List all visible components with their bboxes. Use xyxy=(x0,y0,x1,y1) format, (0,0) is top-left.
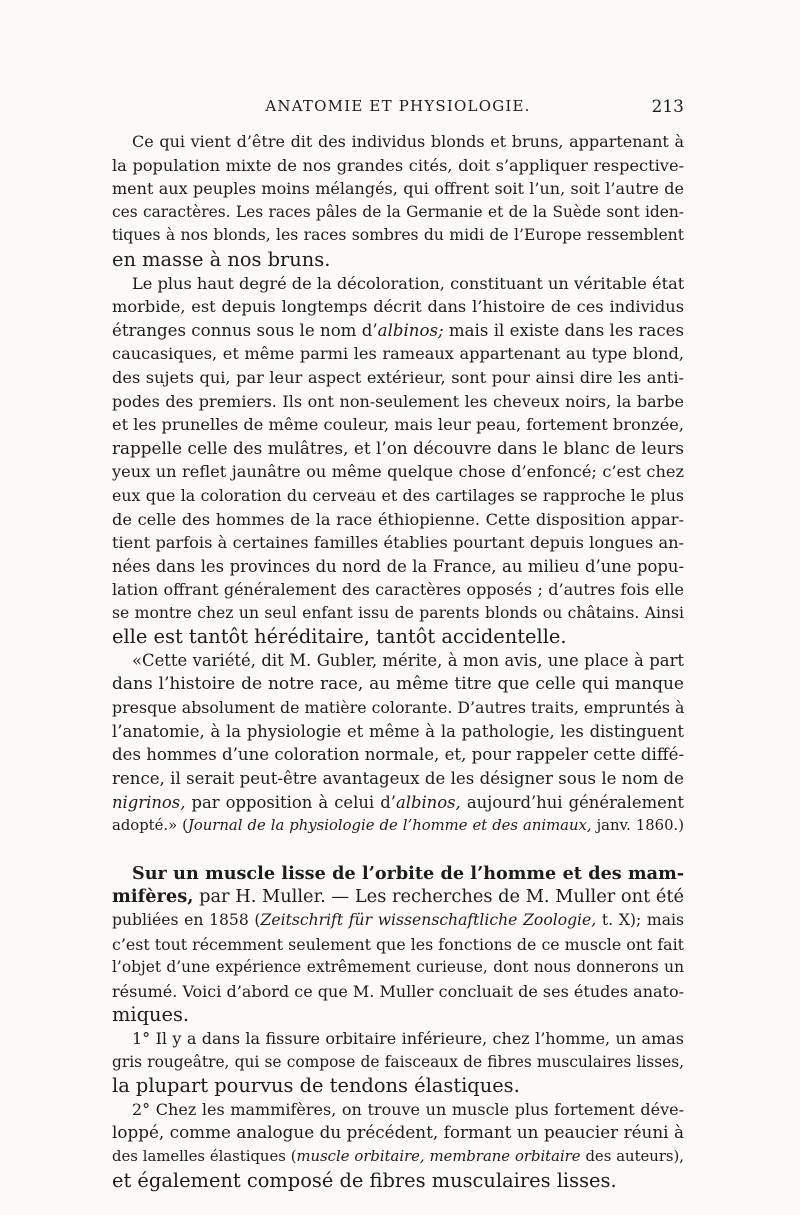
page-body xyxy=(112,130,684,1192)
text-line: «Cette variété, dit M. Gubler, mérite, à mon avis, une place à part xyxy=(132,651,684,671)
text-line: des hommes d’une coloration normale, et, pour rappeler cette diffé- xyxy=(112,745,685,765)
text-segment: étranges connus sous le nom d’ xyxy=(112,320,378,340)
text-line xyxy=(112,1145,684,1169)
text-line: résumé. Voici d’abord ce que M. Muller concluait de ses études anato- xyxy=(112,981,684,1001)
page-header xyxy=(112,97,684,123)
italic-term: nigrinos, xyxy=(112,792,186,812)
running-title: ANATOMIE ET PHYSIOLOGIE. xyxy=(265,97,531,115)
italic-citation: Journal de la physiologie de l’homme et des animaux, xyxy=(187,817,592,835)
text-line: en masse à nos bruns. xyxy=(112,247,331,271)
text-line: ces caractères. Les races pâles de la Germanie et de la Suède sont iden- xyxy=(112,202,684,221)
text-line: rence, il serait peut-être avantageux de les désigner sous le nom de xyxy=(112,769,684,789)
text-line: yeux un reflet jaunâtre ou même quelque chose d’enfoncé; c’est chez xyxy=(112,462,684,482)
text-line: l’objet d’une expérience extrêmement curieuse, dont nous donnerons un xyxy=(112,958,684,977)
text-line: Le plus haut degré de la décoloration, constituant un véritable état xyxy=(132,273,685,293)
text-segment: des auteurs), xyxy=(580,1147,684,1165)
section-gap xyxy=(112,838,684,862)
italic-term: muscle orbitaire, membrane orbitaire xyxy=(296,1147,581,1165)
text-line: c’est tout récemment seulement que les fonctions de ce muscle ont fait xyxy=(112,934,684,954)
text-segment: adopté.» ( xyxy=(112,817,188,835)
text-line xyxy=(112,791,684,815)
text-segment: des lamelles élastiques ( xyxy=(112,1147,297,1165)
page-number: 213 xyxy=(651,97,684,117)
text-line: gris rougeâtre, qui se compose de faisceaux de fibres musculaires lisses, xyxy=(112,1052,684,1071)
text-line: ment aux peuples moins mélangés, qui offrent soit l’un, soit l’autre de xyxy=(112,179,684,199)
text-line: eux que la coloration du cerveau et des cartilages se rapproche le plus xyxy=(112,485,684,505)
text-segment: publiées en 1858 ( xyxy=(112,911,261,929)
text-line: lation offrant généralement des caractères opposés ; d’autres fois elle xyxy=(112,580,684,600)
text-line: tient parfois à certaines familles établies pourtant depuis longues an- xyxy=(112,533,684,553)
text-segment: janv. 1860.) xyxy=(591,817,684,835)
text-segment: par H. Muller. — Les recherches de M. Muller ont été xyxy=(193,886,685,908)
text-line: dans l’histoire de notre race, au même titre que celle qui manque xyxy=(112,673,684,694)
text-line xyxy=(112,885,684,909)
text-segment: aujourd’hui généralement xyxy=(460,792,685,812)
text-line xyxy=(112,319,684,343)
text-line: la population mixte de nos grandes cités, doit s’appliquer respective- xyxy=(112,155,684,175)
section-heading: mifères, xyxy=(112,886,194,908)
text-line: se montre chez un seul enfant issu de parents blonds ou châtains. Ainsi xyxy=(112,603,684,622)
text-line: rappelle celle des mulâtres, et l’on découvre dans le blanc de leurs xyxy=(112,437,684,458)
text-line: podes des premiers. Ils ont non-seulement les cheveux noirs, la barbe xyxy=(112,391,684,411)
text-line: la plupart pourvus de tendons élastiques. xyxy=(112,1074,520,1098)
italic-term: albinos; xyxy=(377,320,444,340)
text-line: caucasiques, et même parmi les rameaux appartenant au type blond, xyxy=(112,344,684,364)
section-heading: Sur un muscle lisse de l’orbite de l’homme et des mam- xyxy=(132,862,684,884)
text-line xyxy=(112,814,684,838)
text-line: et également composé de fibres musculaires lisses. xyxy=(112,1168,617,1192)
text-line xyxy=(112,909,684,933)
text-line: presque absolument de matière colorante. D’autres traits, empruntés à xyxy=(112,698,685,718)
italic-term: albinos, xyxy=(395,792,461,812)
text-line: et les prunelles de même couleur, mais leur peau, fortement bronzée, xyxy=(112,415,684,435)
section-heading-line xyxy=(112,862,684,886)
text-line: morbide, est depuis longtemps décrit dans l’histoire de ces individus xyxy=(112,297,684,317)
text-segment: par opposition à celui d’ xyxy=(185,792,396,812)
italic-citation: Zeitschrift für wissenschaftliche Zoologie, xyxy=(260,911,597,929)
text-segment: t. X); mais xyxy=(596,911,684,929)
text-line: elle est tantôt héréditaire, tantôt accidentelle. xyxy=(112,625,567,649)
text-line: Ce qui vient d’être dit des individus blonds et bruns, appartenant à xyxy=(132,132,684,151)
text-line: 2° Chez les mammifères, on trouve un muscle plus fortement déve- xyxy=(132,1099,684,1119)
text-line: 1° Il y a dans la fissure orbitaire inférieure, chez l’homme, un amas xyxy=(132,1028,684,1048)
text-line: miques. xyxy=(112,1003,190,1027)
text-segment: mais il existe dans les races xyxy=(443,320,684,340)
text-line: tiques à nos blonds, les races sombres du midi de l’Europe ressemblent xyxy=(112,226,684,245)
text-line: de celle des hommes de la race éthiopienne. Cette disposition appar- xyxy=(112,509,684,529)
text-line: nées dans les provinces du nord de la France, au milieu d’une popu- xyxy=(112,556,684,576)
text-line: l’anatomie, à la physiologie et même à la pathologie, les distinguent xyxy=(112,721,684,741)
text-line: des sujets qui, par leur aspect extérieur, sont pour ainsi dire les anti- xyxy=(112,367,684,387)
text-line: loppé, comme analogue du précédent, formant un peaucier réuni à xyxy=(112,1122,684,1143)
